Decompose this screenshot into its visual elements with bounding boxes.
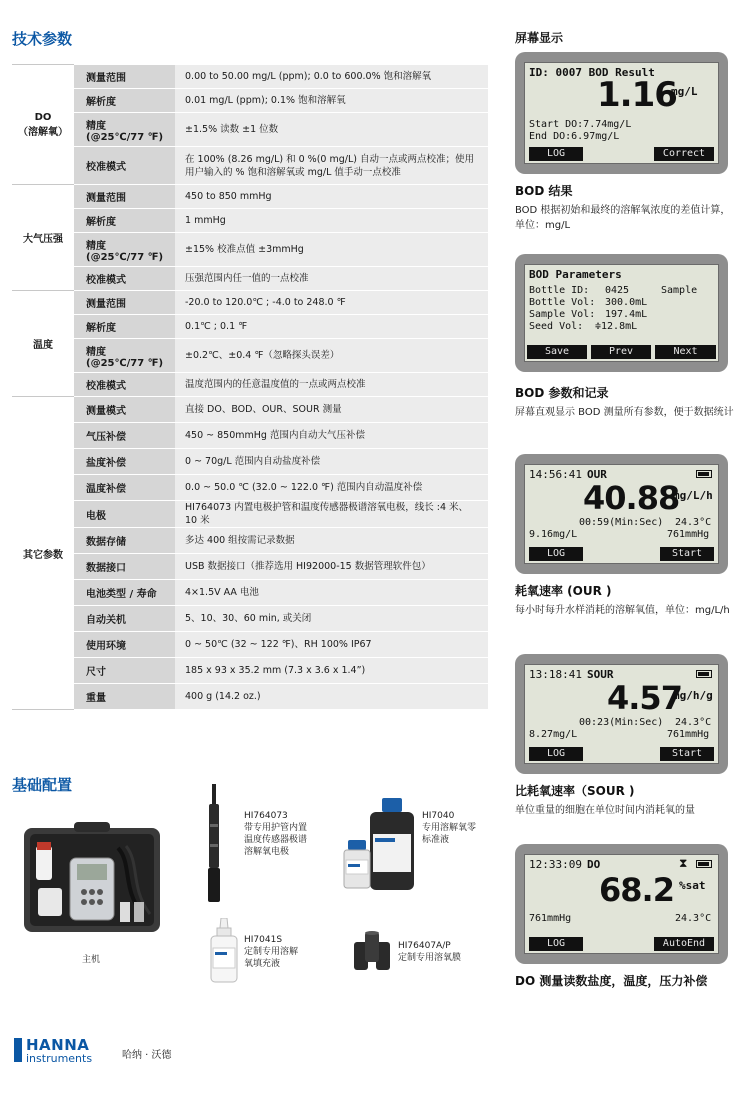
spec-group-label: 大气压强 bbox=[12, 185, 74, 291]
lcd-do-reading: 9.16mg/L bbox=[529, 529, 578, 540]
spec-param-label: 校准模式 bbox=[74, 267, 175, 291]
screen-title-our: 耗氧速率 (OUR ) bbox=[515, 584, 612, 598]
spec-value: 直接 DO、BOD、OUR、SOUR 测量 bbox=[175, 397, 488, 423]
spec-param-label: 测量范围 bbox=[74, 65, 175, 89]
spec-param-label: 校准模式 bbox=[74, 373, 175, 397]
spec-group-label: 温度 bbox=[12, 291, 74, 397]
spec-param-label: 精度 (@25℃/77 ℉) bbox=[74, 113, 175, 147]
lcd-header: BOD Parameters bbox=[529, 268, 622, 281]
lcd-big-value: 1.16 bbox=[597, 75, 677, 115]
spec-row bbox=[12, 475, 488, 501]
spec-value: 400 g (14.2 oz.) bbox=[175, 684, 488, 710]
softkey-log[interactable]: LOG bbox=[529, 937, 583, 951]
spec-row bbox=[12, 528, 488, 554]
spec-row bbox=[12, 233, 488, 267]
lcd-clock: 14:56:41 bbox=[529, 468, 582, 481]
lcd-bottle-vol-value: 300.0mL bbox=[605, 297, 648, 308]
lcd-pressure: 761mmHg bbox=[667, 729, 710, 740]
spec-value: HI764073 内置电极护管和温度传感器极谱溶氧电极，线长 :4 米、10 米 bbox=[175, 501, 488, 528]
lcd-clock: 13:18:41 bbox=[529, 668, 582, 681]
spec-param-label: 气压补偿 bbox=[74, 423, 175, 449]
spec-group-label: 其它参数 bbox=[12, 397, 74, 710]
spec-value: 0 ~ 50℃ (32 ~ 122 ℉)、RH 100% IP67 bbox=[175, 632, 488, 658]
lcd-unit: mg/h/g bbox=[673, 689, 713, 702]
spec-param-label: 重量 bbox=[74, 684, 175, 710]
hanna-logo-mark bbox=[14, 1038, 22, 1062]
spec-value: ±1.5% 读数 ±1 位数 bbox=[175, 113, 488, 147]
lcd-bod-parameters bbox=[515, 254, 728, 372]
lcd-pressure: 761mmHg bbox=[529, 913, 572, 924]
config-heading: 基础配置 bbox=[12, 776, 73, 794]
spec-param-label: 精度 (@25℃/77 ℉) bbox=[74, 339, 175, 373]
spec-row bbox=[12, 632, 488, 658]
screen-title-do: DO 测量读数盐度，温度，压力补偿 bbox=[515, 974, 708, 988]
softkey-log[interactable]: LOG bbox=[529, 747, 583, 761]
lcd-do-reading: 8.27mg/L bbox=[529, 729, 578, 740]
spec-row bbox=[12, 397, 488, 423]
accessory-membrane-label: HI76407A/P 定制专用溶氧膜 bbox=[398, 941, 462, 963]
lcd-pressure: 761mmHg bbox=[667, 529, 710, 540]
membrane-caps-image bbox=[352, 928, 394, 978]
softkey-save[interactable]: Save bbox=[527, 345, 587, 359]
spec-value: USB 数据接口（推荐选用 HI92000-15 数据管理软件包） bbox=[175, 554, 488, 580]
lcd-sour bbox=[515, 654, 728, 774]
spec-param-label: 自动关机 bbox=[74, 606, 175, 632]
spec-param-label: 数据接口 bbox=[74, 554, 175, 580]
spec-row bbox=[12, 554, 488, 580]
spec-param-label: 测量模式 bbox=[74, 397, 175, 423]
softkey-prev[interactable]: Prev bbox=[591, 345, 651, 359]
spec-param-label: 测量范围 bbox=[74, 291, 175, 315]
spec-param-label: 精度 (@25℃/77 ℉) bbox=[74, 233, 175, 267]
spec-row bbox=[12, 291, 488, 315]
spec-value: 0.00 to 50.00 mg/L (ppm); 0.0 to 600.0% 饱和溶解氧 bbox=[175, 65, 488, 89]
softkey-autoend[interactable]: AutoEnd bbox=[654, 937, 714, 951]
lcd-elapsed: 00:59(Min:Sec) bbox=[579, 517, 664, 528]
battery-icon bbox=[696, 670, 712, 678]
screen-desc-our: 每小时每升水样消耗的溶解氧值，单位：mg/L/h bbox=[515, 605, 730, 616]
lcd-temperature: 24.3°C bbox=[675, 517, 712, 528]
screen-title-sour: 比耗氧速率（SOUR ) bbox=[515, 784, 635, 798]
lcd-temperature: 24.3°C bbox=[675, 717, 712, 728]
spec-value: 温度范围内的任意温度值的一点或两点校准 bbox=[175, 373, 488, 397]
spec-value: 5、10、30、60 min, 或关闭 bbox=[175, 606, 488, 632]
specs-heading: 技术参数 bbox=[12, 30, 73, 48]
spec-row bbox=[12, 684, 488, 710]
softkey-start[interactable]: Start bbox=[660, 747, 714, 761]
spec-row bbox=[12, 209, 488, 233]
lcd-seed-vol-value: ≑12.8mL bbox=[595, 321, 638, 332]
lcd-sample-vol-label: Sample Vol: bbox=[529, 309, 596, 320]
softkey-correct[interactable]: Correct bbox=[654, 147, 714, 161]
spec-param-label: 解析度 bbox=[74, 89, 175, 113]
spec-param-label: 盐度补偿 bbox=[74, 449, 175, 475]
spec-value: 0.0 ~ 50.0 ℃ (32.0 ~ 122.0 ℉) 范围内自动温度补偿 bbox=[175, 475, 488, 501]
lcd-unit: mg/L/h bbox=[673, 489, 713, 502]
battery-icon bbox=[696, 470, 712, 478]
spec-row bbox=[12, 449, 488, 475]
spec-row bbox=[12, 373, 488, 397]
spec-param-label: 数据存储 bbox=[74, 528, 175, 554]
spec-value: 压强范围内任一值的一点校准 bbox=[175, 267, 488, 291]
spec-param-label: 电池类型 / 寿命 bbox=[74, 580, 175, 606]
lcd-big-value: 4.57 bbox=[607, 679, 682, 717]
softkey-log[interactable]: LOG bbox=[529, 147, 583, 161]
spec-param-label: 解析度 bbox=[74, 315, 175, 339]
spec-value: 0 ~ 70g/L 范围内自动盐度补偿 bbox=[175, 449, 488, 475]
hourglass-icon: ⧗ bbox=[679, 856, 688, 870]
spec-param-label: 校准模式 bbox=[74, 147, 175, 185]
hanna-logo bbox=[14, 1036, 110, 1066]
softkey-start[interactable]: Start bbox=[660, 547, 714, 561]
spec-value: ±0.2℃、±0.4 ℉（忽略探头误差） bbox=[175, 339, 488, 373]
spec-param-label: 测量范围 bbox=[74, 185, 175, 209]
screen-title-bod-result: BOD 结果 bbox=[515, 184, 573, 198]
spec-param-label: 解析度 bbox=[74, 209, 175, 233]
screen-desc-bod-params: 屏幕直观显示 BOD 测量所有参数，便于数据统计 bbox=[515, 407, 734, 418]
lcd-unit: %sat bbox=[679, 879, 706, 892]
spec-value: -20.0 to 120.0℃ ; -4.0 to 248.0 ℉ bbox=[175, 291, 488, 315]
spec-value: 0.01 mg/L (ppm); 0.1% 饱和溶解氧 bbox=[175, 89, 488, 113]
softkey-next[interactable]: Next bbox=[655, 345, 716, 359]
screen-heading: 屏幕显示 bbox=[515, 31, 564, 45]
accessory-fill-label: HI7041S 定制专用溶解 氧填充液 bbox=[244, 935, 299, 969]
lcd-start-do: Start DO:7.74mg/L bbox=[529, 119, 632, 130]
spec-row bbox=[12, 339, 488, 373]
spec-table bbox=[12, 64, 488, 710]
lcd-end-do: End DO:6.97mg/L bbox=[529, 131, 620, 142]
accessory-zero-label: HI7040 专用溶解氧零 标准液 bbox=[422, 811, 477, 845]
spec-group-label: DO （溶解氧） bbox=[12, 65, 74, 185]
spec-row bbox=[12, 606, 488, 632]
hanna-logo-subtext: instruments bbox=[26, 1052, 93, 1065]
lcd-our bbox=[515, 454, 728, 574]
spec-param-label: 电极 bbox=[74, 501, 175, 528]
spec-row bbox=[12, 147, 488, 185]
screen-desc-bod-result: BOD 根据初始和最终的溶解氧浓度的差值计算，单位：mg/L bbox=[515, 205, 731, 231]
brand-chinese-name: 哈纳 · 沃德 bbox=[122, 1050, 172, 1061]
spec-row bbox=[12, 658, 488, 684]
spec-row bbox=[12, 185, 488, 209]
spec-row bbox=[12, 580, 488, 606]
spec-row bbox=[12, 315, 488, 339]
softkey-log[interactable]: LOG bbox=[529, 547, 583, 561]
lcd-clock: 12:33:09 bbox=[529, 858, 582, 871]
screen-title-bod-params: BOD 参数和记录 bbox=[515, 386, 609, 400]
lcd-header: ID: 0007 BOD Result bbox=[529, 66, 655, 79]
spec-value: 1 mmHg bbox=[175, 209, 488, 233]
spec-row bbox=[12, 65, 488, 89]
spec-param-label: 尺寸 bbox=[74, 658, 175, 684]
probe-image bbox=[203, 784, 227, 906]
lcd-seed-vol-label: Seed Vol: bbox=[529, 321, 584, 332]
spec-value: 多达 400 组按需记录数据 bbox=[175, 528, 488, 554]
lcd-mode: SOUR bbox=[587, 668, 614, 681]
lcd-big-value: 68.2 bbox=[599, 871, 674, 909]
spec-value: 0.1℃ ; 0.1 ℉ bbox=[175, 315, 488, 339]
lcd-bottle-vol-label: Bottle Vol: bbox=[529, 297, 596, 308]
carrying-case-image bbox=[22, 818, 162, 936]
fill-solution-image bbox=[208, 918, 240, 984]
lcd-big-value: 40.88 bbox=[583, 479, 680, 517]
lcd-mode: DO bbox=[587, 858, 601, 871]
spec-value: 4×1.5V AA 电池 bbox=[175, 580, 488, 606]
lcd-elapsed: 00:23(Min:Sec) bbox=[579, 717, 664, 728]
spec-row bbox=[12, 113, 488, 147]
battery-icon bbox=[696, 860, 712, 868]
spec-value: 185 x 93 x 35.2 mm (7.3 x 3.6 x 1.4”) bbox=[175, 658, 488, 684]
accessory-main-label: 主机 bbox=[82, 955, 101, 965]
lcd-unit: mg/L bbox=[671, 85, 698, 98]
spec-row bbox=[12, 89, 488, 113]
spec-param-label: 使用环境 bbox=[74, 632, 175, 658]
hanna-logo-text: HANNA bbox=[26, 1036, 90, 1054]
spec-param-label: 温度补偿 bbox=[74, 475, 175, 501]
lcd-bottle-id-value: 0425 bbox=[605, 285, 630, 296]
zero-solution-image bbox=[340, 798, 418, 892]
spec-value: 450 to 850 mmHg bbox=[175, 185, 488, 209]
spec-row bbox=[12, 267, 488, 291]
screen-desc-sour: 单位重量的细胞在单位时间内消耗氧的量 bbox=[515, 805, 695, 816]
spec-value: ±15% 校准点值 ±3mmHg bbox=[175, 233, 488, 267]
accessory-probe-label: HI764073 带专用护管内置 温度传感器极谱 溶解氧电极 bbox=[244, 811, 308, 857]
spec-row bbox=[12, 423, 488, 449]
spec-value: 450 ~ 850mmHg 范围内自动大气压补偿 bbox=[175, 423, 488, 449]
lcd-mode: OUR bbox=[587, 468, 607, 481]
lcd-bottle-id-label: Bottle ID: bbox=[529, 285, 590, 296]
lcd-bod-result bbox=[515, 52, 728, 174]
spec-row bbox=[12, 501, 488, 528]
lcd-sample-label: Sample bbox=[661, 285, 698, 296]
lcd-temperature: 24.3°C bbox=[675, 913, 712, 924]
lcd-sample-vol-value: 197.4mL bbox=[605, 309, 648, 320]
lcd-do bbox=[515, 844, 728, 964]
spec-value: 在 100% (8.26 mg/L) 和 0 %(0 mg/L) 自动一点或两点校准；使用用户输入的 % 饱和溶解氧或 mg/L 值手动一点校准 bbox=[175, 147, 488, 185]
